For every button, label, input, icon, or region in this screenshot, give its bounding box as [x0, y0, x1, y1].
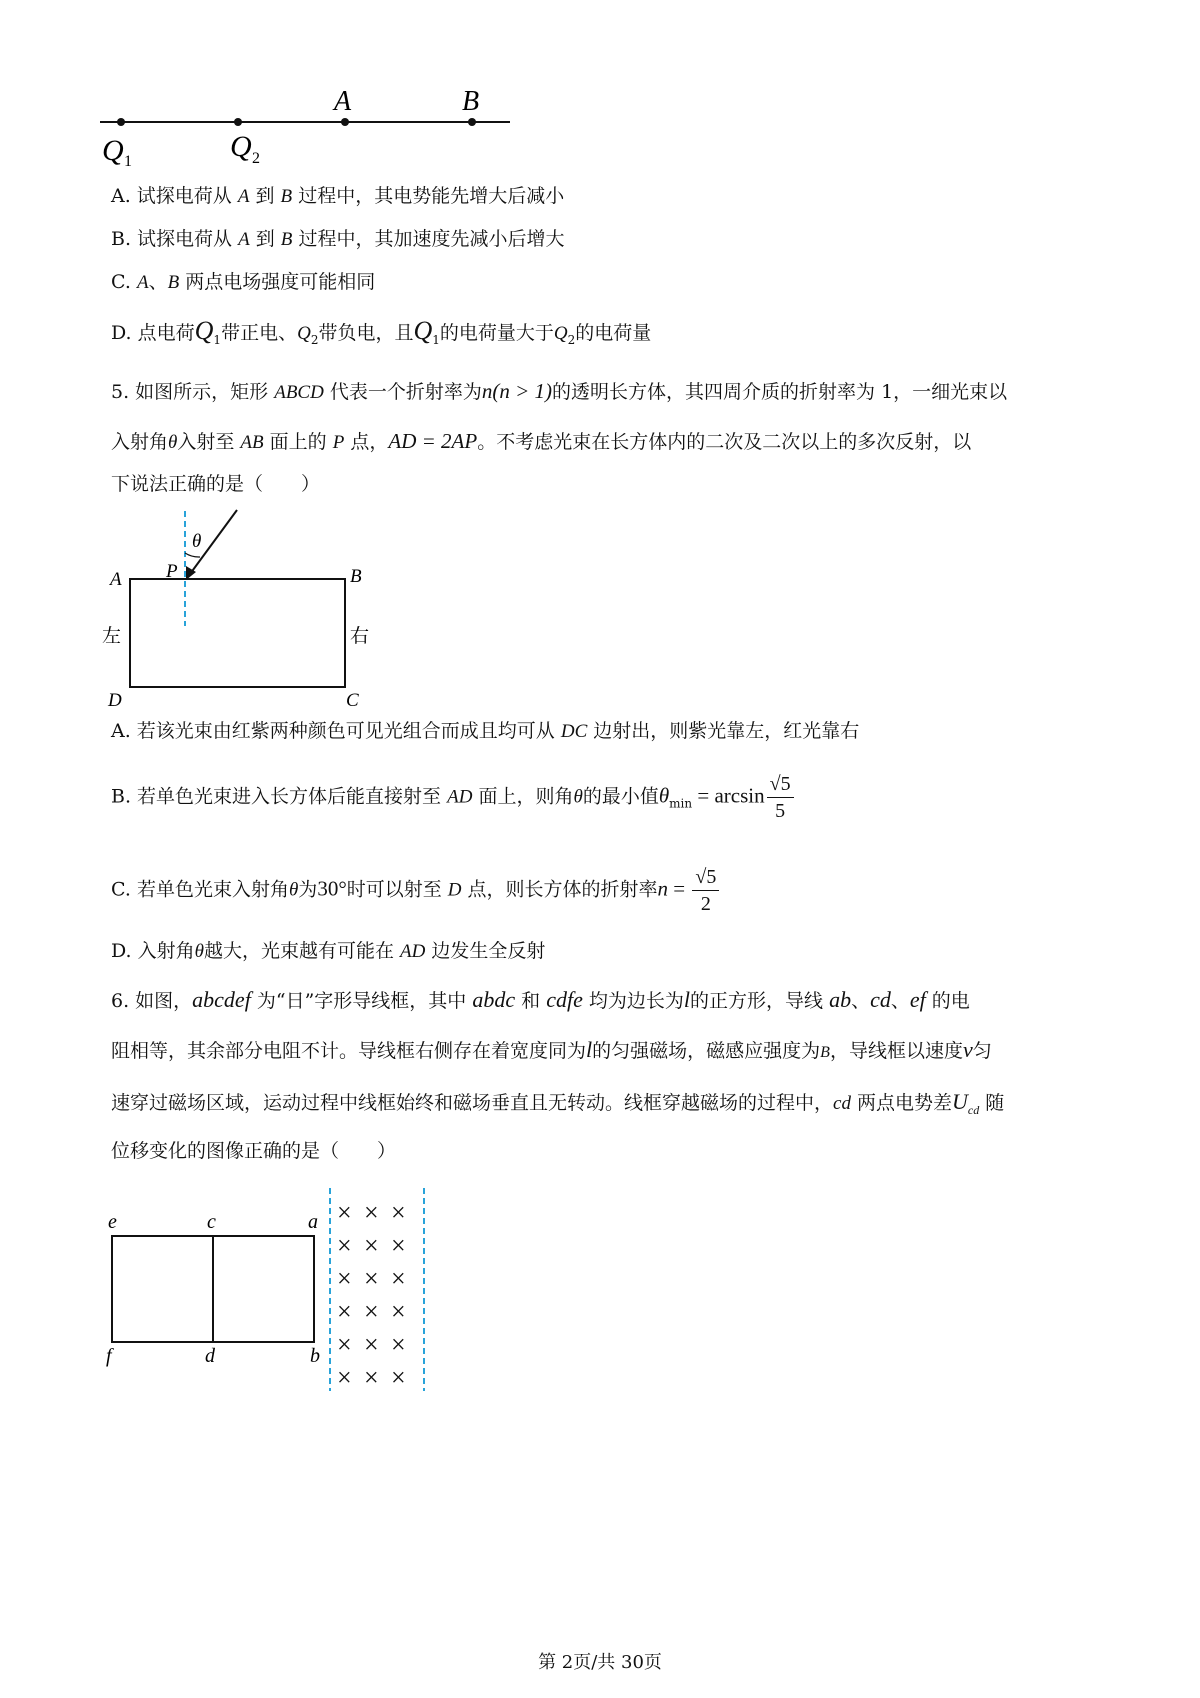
vertex-c-label: c	[207, 1211, 216, 1233]
q5-option-c: C. 若单色光束入射角θ为30°时可以射至 D 点，则长方体的折射率n = $\frac{√5}{2}$	[111, 864, 721, 917]
point-a-label: A	[334, 86, 352, 117]
point-p-label: P	[166, 561, 178, 582]
q5-option-b: B. 若单色光束进入长方体后能直接射至 AD 面上，则角θ的最小值$\theta_{min} = \arcsin$ $\frac{√5}{5}$	[111, 771, 796, 824]
field-cross-mark: ×	[337, 1264, 352, 1293]
field-cross-mark: ×	[391, 1330, 406, 1359]
charge-q1-label: Q	[102, 134, 124, 167]
sqrt5-over-5-fraction: $\frac{√5}{5}$	[767, 771, 794, 824]
charge-q2-label: Q	[230, 130, 252, 163]
q4-option-a: A. 试探电荷从 A 到 B 过程中，其电势能先增大后减小	[111, 185, 565, 207]
q5-option-d: D. 入射角θ越大，光束越有可能在 AD 边发生全反射	[111, 940, 546, 962]
field-cross-mark: ×	[391, 1297, 406, 1326]
q5-stem-line-1: 5. 如图所示，矩形 ABCD 代表一个折射率为n(n > 1)的透明长方体，其四周介质的折射率为 1，一细光束以	[111, 379, 1008, 403]
field-cross-mark: ×	[364, 1330, 379, 1359]
q4-option-b: B. 试探电荷从 A 到 B 过程中，其加速度先减小后增大	[111, 228, 565, 250]
field-cross-mark: ×	[364, 1264, 379, 1293]
field-cross-mark: ×	[391, 1264, 406, 1293]
q6-stem-line-2: 阻相等，其余部分电阻不计。导线框右侧存在着宽度同为l的匀强磁场，磁感应强度为B，导线框以速度v匀	[111, 1037, 992, 1062]
field-cross-mark: ×	[337, 1198, 352, 1227]
vertex-b-label: b	[310, 1345, 320, 1367]
field-cross-mark: ×	[337, 1297, 352, 1326]
theta-label: θ	[192, 531, 202, 552]
corner-b-label: B	[350, 566, 362, 587]
q5-stem-line-3: 下说法正确的是（ ）	[111, 473, 321, 495]
field-cross-mark: ×	[364, 1198, 379, 1227]
corner-a-label: A	[110, 569, 122, 590]
q6-stem-line-1: 6. 如图，abcdef 为“日”字形导线框，其中 abdc 和 cdfe 均为边长为l的正方形，导线 ab、cd、ef 的电	[111, 987, 970, 1012]
field-cross-mark: ×	[337, 1363, 352, 1392]
vertex-a-label: a	[308, 1211, 318, 1233]
field-cross-mark: ×	[391, 1231, 406, 1260]
q6-stem-line-3: 速穿过磁场区域，运动过程中线框始终和磁场垂直且无转动。线框穿越磁场的过程中，cd 两点电势差$U_{cd}$ 随	[111, 1089, 1005, 1117]
q6-wire-frame-figure	[100, 1186, 450, 1401]
page-footer: 第 2页/共 30页	[538, 1652, 662, 1673]
charge-q2-dot	[234, 118, 242, 126]
q4-option-c: C. A、B 两点电场强度可能相同	[111, 271, 376, 293]
corner-d-label: D	[108, 690, 122, 711]
point-b-dot	[468, 118, 476, 126]
field-cross-mark: ×	[337, 1330, 352, 1359]
q4-option-d: D. 点电荷$Q_1$带正电、$Q_2$带负电，且$Q_1$的电荷量大于$Q_2$的电荷量	[111, 316, 652, 347]
q5-stem-line-2: 入射角θ入射至 AB 面上的 P 点，AD = 2AP。不考虑光束在长方体内的二次及二次以上的多次反射，以	[111, 429, 972, 453]
field-cross-mark: ×	[364, 1231, 379, 1260]
field-cross-mark: ×	[364, 1297, 379, 1326]
charge-q1-subscript: 1	[124, 153, 132, 170]
charge-q1-dot	[117, 118, 125, 126]
vertex-d-label: d	[205, 1345, 215, 1367]
point-b-label: B	[462, 86, 480, 117]
corner-c-label: C	[346, 690, 359, 711]
field-cross-mark: ×	[364, 1363, 379, 1392]
q6-stem-line-4: 位移变化的图像正确的是（ ）	[111, 1140, 397, 1162]
charges-line-figure	[100, 84, 520, 174]
field-cross-mark: ×	[391, 1363, 406, 1392]
vertex-f-label: f	[106, 1345, 112, 1367]
point-a-dot	[341, 118, 349, 126]
field-cross-mark: ×	[391, 1198, 406, 1227]
field-cross-mark: ×	[337, 1231, 352, 1260]
vertex-e-label: e	[108, 1211, 117, 1233]
magnetic-field-crosses	[337, 1198, 406, 1392]
q5-option-a: A. 若该光束由红紫两种颜色可见光组合而成且均可从 DC 边射出，则紫光靠左，红光靠右	[111, 720, 860, 742]
right-side-label: 右	[350, 625, 370, 647]
sqrt5-over-2-fraction: $\frac{√5}{2}$	[692, 864, 719, 917]
charge-q2-subscript: 2	[252, 150, 260, 167]
q5-rectangle-figure	[100, 506, 390, 716]
left-side-label: 左	[102, 625, 122, 647]
